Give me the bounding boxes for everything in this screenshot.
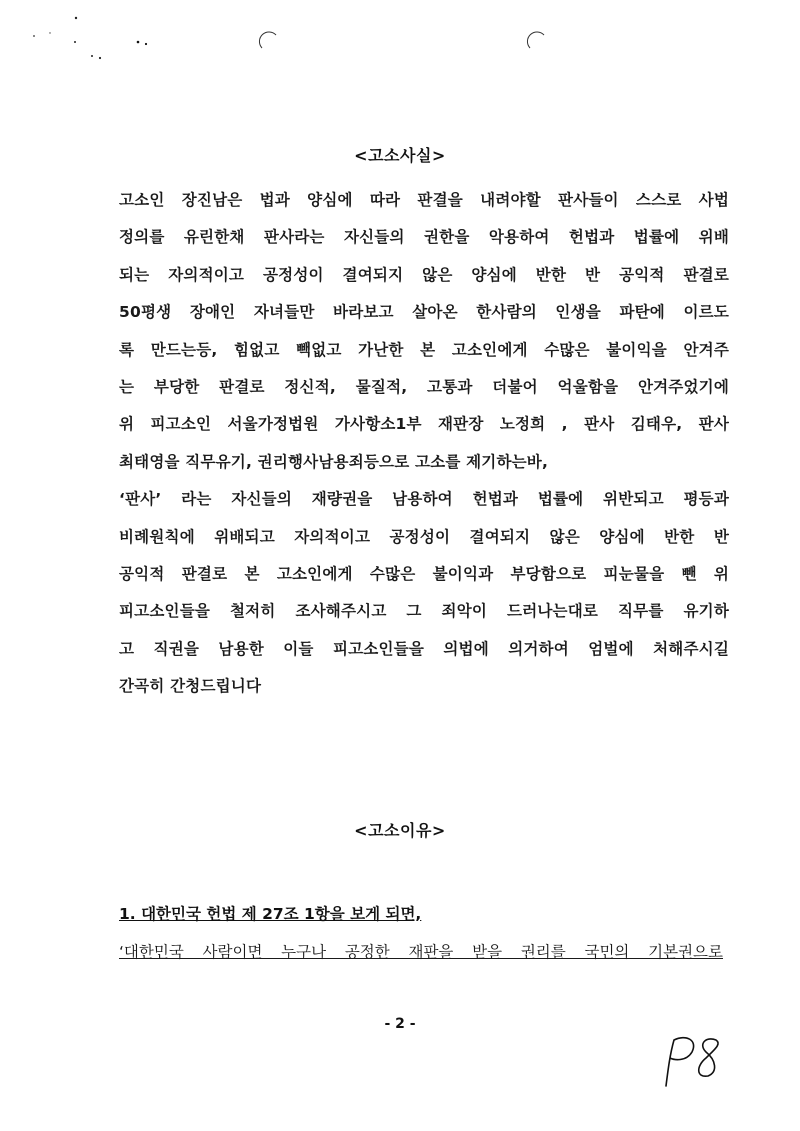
body-line: 정의를 유린한채 판사라는 자신들의 권한을 악용하여 헌법과 법률에 위배 — [119, 228, 729, 247]
punch-hole-right-icon — [526, 30, 548, 52]
section-body-line: ‘대한민국 사람이면 누구나 공정한 재판을 받을 권리를 국민의 기본권으로 — [119, 943, 723, 961]
body-line: 되는 자의적이고 공정성이 결여되지 않은 양심에 반한 반 공익적 판결로 — [119, 265, 729, 284]
body-line: 위 피고소인 서울가정법원 가사항소1부 재판장 노정희 , 판사 김태우, 판사 — [119, 415, 729, 434]
body-line: 비례원칙에 위배되고 자의적이고 공정성이 결여되지 않은 양심에 반한 반 — [119, 527, 729, 546]
body-line: 피고소인들을 철저히 조사해주시고 그 죄악이 드러나는대로 직무를 유기하 — [119, 602, 729, 621]
body-line: 는 부당한 판결로 정신적, 물질적, 고통과 더불어 억울함을 안겨주었기에 — [119, 377, 729, 396]
body-line: 간곡히 간청드립니다 — [119, 677, 262, 696]
body-line: ‘판사’ 라는 자신들의 재량권을 남용하여 헌법과 법률에 위반되고 평등과 — [119, 490, 729, 509]
handwritten-page-mark — [652, 1030, 732, 1090]
body-line: 고소인 장진남은 법과 양심에 따라 판결을 내려야할 판사들이 스스로 사법 — [119, 191, 729, 209]
page-number: - 2 - — [384, 1016, 416, 1032]
body-line: 최태영을 직무유기, 권리행사남용죄등으로 고소를 제기하는바, — [119, 452, 549, 471]
body-line: 공익적 판결로 본 고소인에게 수많은 불이익과 부당함으로 피눈물을 뺀 위 — [119, 564, 729, 583]
complaint-reasons-heading: <고소이유> — [354, 821, 446, 840]
complaint-facts-heading: <고소사실> — [354, 146, 446, 165]
complaint-facts-body — [119, 182, 729, 705]
punch-hole-left-icon — [258, 30, 280, 52]
body-line: 록 만드는등, 힘없고 빽없고 가난한 본 고소인에게 수많은 불이익을 안겨주 — [119, 340, 729, 359]
scan-specks-decoration — [28, 14, 168, 74]
body-line: 고 직권을 남용한 이들 피고소인들을 의법에 의거하여 엄벌에 처해주시길 — [119, 639, 729, 658]
body-line: 50평생 장애인 자녀들만 바라보고 살아온 한사람의 인생을 파탄에 이르도 — [119, 303, 729, 322]
section-title: 1. 대한민국 헌법 제 27조 1항을 보게 되면, — [119, 905, 422, 923]
